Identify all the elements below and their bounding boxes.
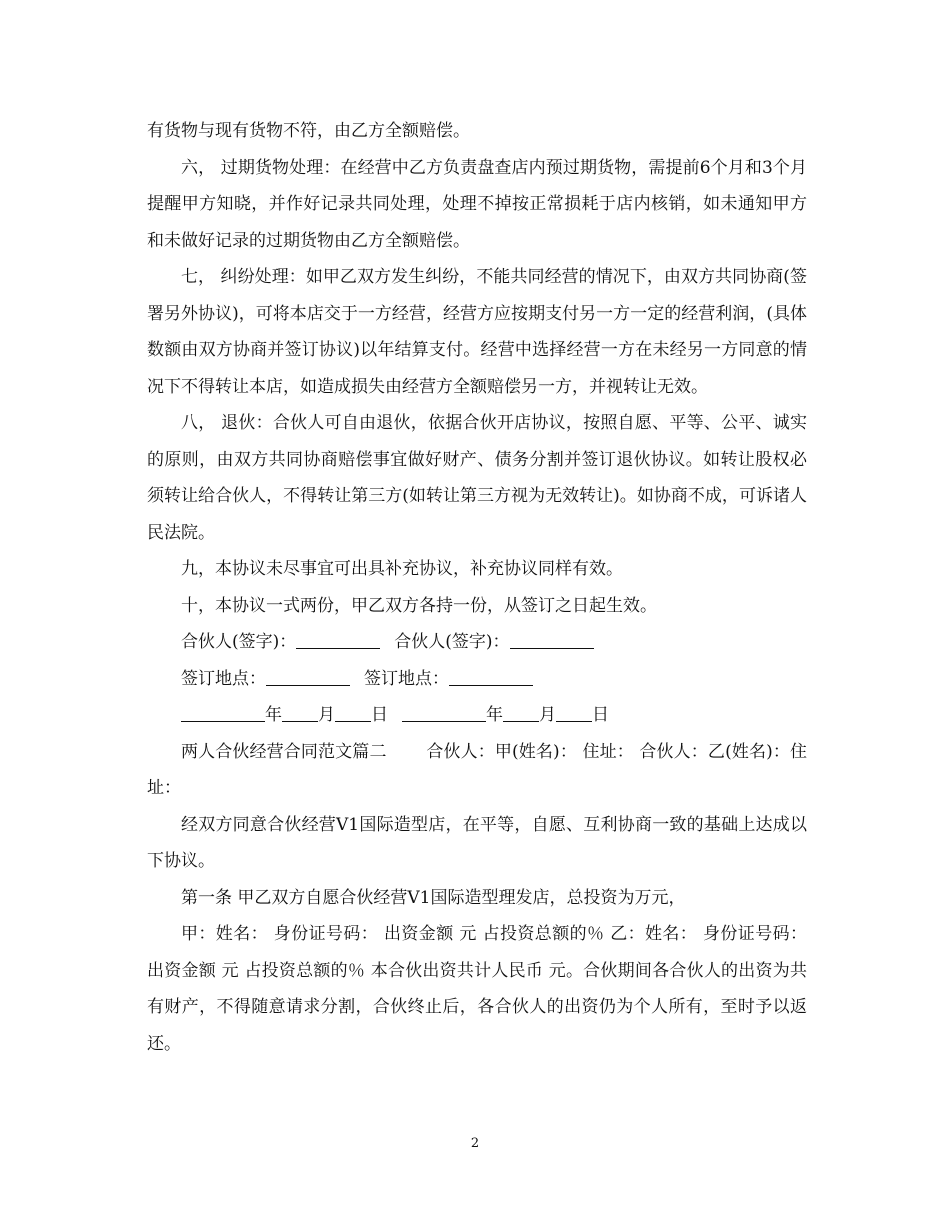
place-blank — [449, 669, 533, 686]
month-label: 月 — [539, 705, 556, 725]
day-blank — [556, 705, 592, 722]
year-label: 年 — [486, 705, 503, 725]
paragraph-article-1: 第一条 甲乙双方自愿合伙经营V1国际造型理发店，总投资为万元， — [181, 887, 686, 908]
signature-blank — [296, 632, 380, 649]
signing-place-label: 签订地点： — [364, 668, 449, 689]
signature-blank — [510, 632, 594, 649]
partner-signature-label: 合伙人(签字)： — [181, 632, 297, 652]
signing-date-line — [147, 697, 807, 734]
paragraph-agreement-intro: 经双方同意合伙经营V1国际造型店，在平等，自愿、互利协商一致的基础上达成以下协议。 — [147, 814, 807, 871]
day-label: 日 — [592, 705, 609, 725]
signing-place-line — [147, 661, 807, 698]
month-blank — [503, 705, 539, 722]
page-number: 2 — [470, 1136, 480, 1151]
paragraph-clause-7: 七， 纠纷处理：如甲乙双方发生纠纷，不能共同经营的情况下，由双方共同协商(签署另外协议)，可将本店交于一方经营，经营方应按期支付另一方一定的经营利润，(具体数额由双方协商并签订协议)以年结算支付。经营中选择经营一方在未经另一方同意的情况下不得转让本店，如造成损失由经营方全额赔偿另一方，并视转让无效。 — [147, 267, 807, 397]
month-blank — [282, 705, 318, 722]
partner-signature-label: 合伙人(签字)： — [394, 632, 510, 652]
paragraph-clause-8: 八， 退伙：合伙人可自由退伙，依据合伙开店协议，按照自愿、平等、公平、诚实的原则，由双方共同协商赔偿事宜做好财产、债务分割并签订退伙协议。如转让股权必须转让给合伙人，不得转让第三方(如转让第三方视为无效转让)。如协商不成，可诉诸人民法院。 — [147, 413, 807, 543]
paragraph-continuation: 有货物与现有货物不符，由乙方全额赔偿。 — [147, 121, 470, 141]
month-label: 月 — [318, 705, 335, 725]
place-blank — [266, 669, 350, 686]
paragraph-clause-10: 十，本协议一式两份，甲乙双方各持一份，从签订之日起生效。 — [181, 595, 657, 616]
document-body — [147, 113, 807, 1062]
signing-place-label: 签订地点： — [181, 668, 266, 689]
day-blank — [335, 705, 371, 722]
paragraph-contract-two-header: 两人合伙经营合同范文篇二 合伙人：甲(姓名)： 住址： 合伙人：乙(姓名)：住址： — [147, 741, 807, 798]
signature-line — [147, 624, 807, 661]
year-blank — [402, 705, 486, 722]
year-blank — [181, 705, 265, 722]
day-label: 日 — [371, 705, 388, 725]
paragraph-clause-6: 六， 过期货物处理：在经营中乙方负责盘查店内预过期货物，需提前6个月和3个月提醒甲方知晓，并作好记录共同处理，处理不掉按正常损耗于店内核销，如未通知甲方和未做好记录的过期货物由乙方全额赔偿。 — [147, 157, 807, 251]
year-label: 年 — [265, 705, 282, 725]
paragraph-clause-9: 九，本协议未尽事宜可出具补充协议，补充协议同样有效。 — [181, 559, 623, 579]
paragraph-partner-investment: 甲：姓名： 身份证号码： 出资金额 元 占投资总额的％ 乙：姓名： 身份证号码： 出资金额 元 占投资总额的％ 本合伙出资共计人民币 元。合伙期间各合伙人的出资为共有财产，不得随意请求分割，合伙终止后，各合伙人的出资仍为个人所有，至时予以返还。 — [147, 924, 807, 1054]
